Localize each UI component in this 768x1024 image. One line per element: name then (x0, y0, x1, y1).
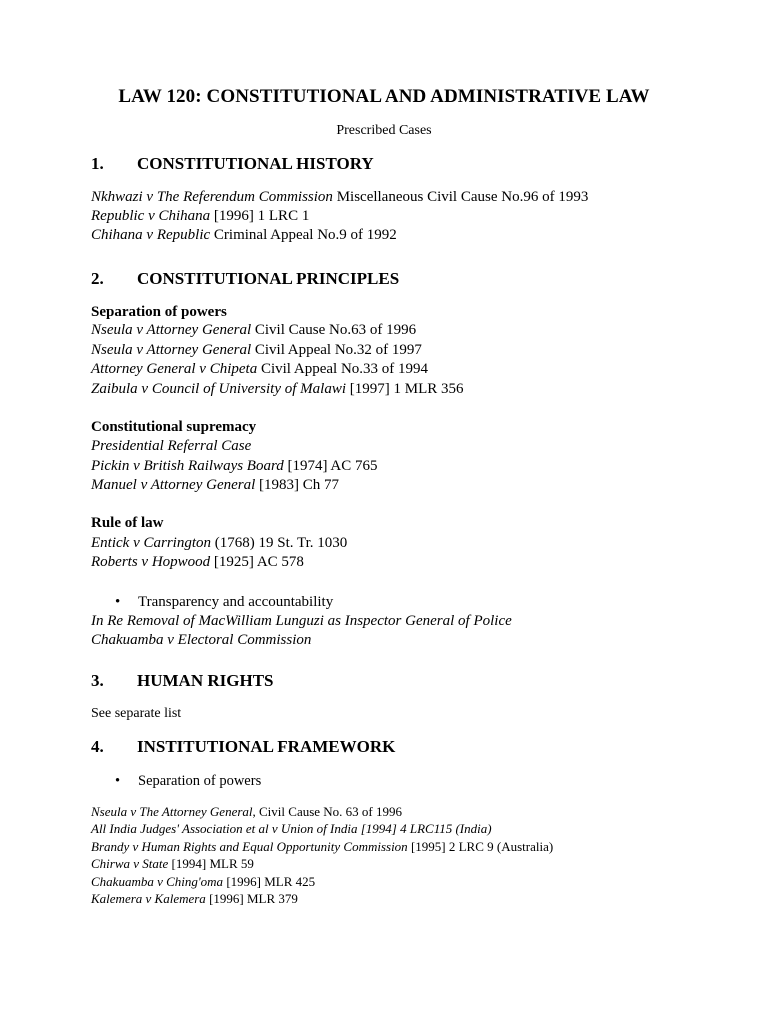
case-name: Brandy v Human Rights and Equal Opportunity Commission (91, 839, 408, 854)
case-citation: [1997] 1 MLR 356 (346, 381, 464, 397)
case-citation: [1995] 2 LRC 9 (Australia) (407, 839, 554, 854)
case-citation: [1996] MLR 425 (223, 874, 316, 889)
case-name: Pickin v British Railways Board (91, 458, 284, 474)
bullet-label: Separation of powers (138, 773, 262, 789)
bullet-icon: • (115, 594, 121, 610)
case-line (91, 874, 315, 890)
case-line (91, 613, 512, 630)
case-name: All India Judges' Association et al v Union of India [1994] 4 LRC115 (India) (91, 821, 492, 836)
case-line (91, 458, 378, 475)
section-heading-constitutional-history (91, 154, 374, 174)
case-citation: [1983] Ch 77 (255, 477, 340, 493)
case-line (91, 891, 298, 907)
section-title: INSTITUTIONAL FRAMEWORK (137, 737, 396, 756)
case-citation: , Civil Cause No. 63 of 1996 (252, 804, 403, 819)
section-heading-institutional-framework (91, 737, 395, 757)
case-citation: [1996] 1 LRC 1 (210, 208, 310, 224)
case-name: Republic v Chihana (91, 208, 211, 224)
case-line (91, 227, 397, 244)
case-name: Zaibula v Council of University of Malawi (91, 381, 346, 397)
bullet-label: Transparency and accountability (138, 594, 334, 610)
section-number: 4. (91, 737, 104, 756)
case-name: Chakuamba v Electoral Commission (91, 632, 312, 648)
case-name: Chirwa v State (91, 856, 169, 871)
case-name: Nseula v Attorney General (91, 342, 252, 358)
case-name: Nseula v The Attorney General (91, 804, 253, 819)
bullet-item-transparency (115, 594, 333, 611)
case-citation: Civil Appeal No.32 of 1997 (251, 342, 422, 358)
case-line (91, 839, 553, 855)
document-subtitle: Prescribed Cases (336, 123, 432, 138)
bullet-icon: • (115, 773, 121, 789)
case-citation: Civil Appeal No.33 of 1994 (257, 361, 429, 377)
section-heading-human-rights (91, 671, 273, 691)
section-title: CONSTITUTIONAL PRINCIPLES (137, 269, 400, 288)
section-title: CONSTITUTIONAL HISTORY (137, 154, 374, 173)
case-citation: [1994] MLR 59 (168, 856, 254, 871)
subsection-heading-constitutional-supremacy: Constitutional supremacy (91, 419, 257, 435)
case-line (91, 189, 588, 206)
case-line (91, 361, 428, 378)
case-citation: Civil Cause No.63 of 1996 (251, 322, 417, 338)
case-name: Nkhwazi v The Referendum Commission (91, 189, 333, 205)
case-name: In Re Removal of MacWilliam Lunguzi as Inspector General of Police (91, 613, 512, 629)
case-line (91, 342, 422, 359)
case-line (91, 821, 492, 837)
case-line (91, 554, 304, 571)
case-name: Nseula v Attorney General (91, 322, 252, 338)
case-citation: [1996] MLR 379 (205, 891, 298, 906)
section-note: See separate list (91, 706, 182, 721)
case-citation: Miscellaneous Civil Cause No.96 of 1993 (332, 189, 589, 205)
case-line (91, 477, 339, 494)
case-name: Manuel v Attorney General (91, 477, 256, 493)
case-citation: [1974] AC 765 (283, 458, 378, 474)
case-line (91, 381, 464, 398)
case-name: Chakuamba v Ching'oma (91, 874, 224, 889)
case-name: Entick v Carrington (91, 535, 211, 551)
section-number: 2. (91, 269, 104, 288)
section-heading-constitutional-principles (91, 269, 399, 289)
bullet-item-separation-of-powers (115, 773, 261, 790)
case-name: Kalemera v Kalemera (91, 891, 206, 906)
case-line (91, 804, 402, 820)
case-name: Attorney General v Chipeta (91, 361, 258, 377)
case-citation: [1925] AC 578 (210, 554, 304, 570)
subsection-heading-rule-of-law: Rule of law (91, 515, 164, 531)
case-line (91, 632, 311, 649)
case-name: Roberts v Hopwood (91, 554, 211, 570)
section-number: 3. (91, 671, 104, 690)
case-citation: Criminal Appeal No.9 of 1992 (210, 227, 397, 243)
case-name: Chihana v Republic (91, 227, 211, 243)
case-citation: (1768) 19 St. Tr. 1030 (211, 535, 348, 551)
case-line (91, 438, 251, 455)
case-line (91, 535, 347, 552)
case-line (91, 322, 416, 339)
document-title: LAW 120: CONSTITUTIONAL AND ADMINISTRATIVE LAW (118, 86, 650, 107)
section-title: HUMAN RIGHTS (137, 671, 274, 690)
case-name: Presidential Referral Case (91, 438, 252, 454)
subsection-heading-separation-of-powers: Separation of powers (91, 304, 227, 320)
case-line (91, 208, 309, 225)
case-line (91, 856, 254, 872)
section-number: 1. (91, 154, 104, 173)
